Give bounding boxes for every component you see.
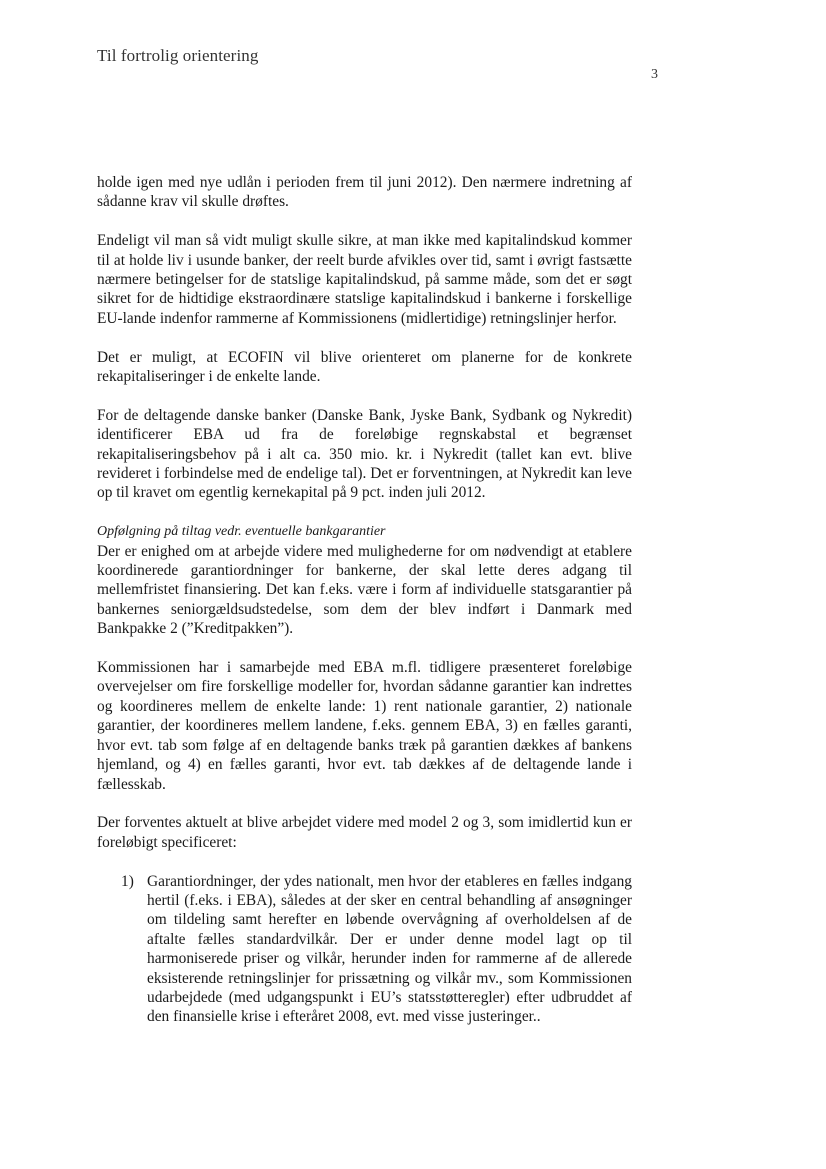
page-number: 3 [651,67,658,82]
list-item [121,872,632,1027]
paragraph: Endeligt vil man så vidt muligt skulle sikre, at man ikke med kapitalindskud kommer til at holde liv i usunde banker, der reelt burde afvikles over tid, samt i øvrigt fastsætte nærmere betingelser for de statslige kapitalindskud, på samme måde, som det er søgt sikret for de hidtidige ekstraordinære statslige kapitalindskud i bankerne i forskellige EU-lande indenfor rammerne af Kommissionens (midlertidige) retningslinjer herfor. [97,232,632,327]
paragraph: Der forventes aktuelt at blive arbejdet videre med model 2 og 3, som imidlertid kun er foreløbigt specificeret: [97,814,632,851]
paragraph: Kommissionen har i samarbejde med EBA m.fl. tidligere præsenteret foreløbige overvejelser om fire forskellige modeller for, hvordan sådanne garantier kan indrettes og koordineres mellem de enkelte lande: 1) rent nationale garantier, 2) nationale garantier, der koordineres mellem landene, f.eks. gennem EBA, 3) en fælles garanti, hvor evt. tab som følge af en deltagende banks træk på garantien dækkes af bankens hjemland, og 4) en fælles garanti, hvor evt. tab dækkes af de deltagende lande i fællesskab. [97,659,632,793]
list-item-text: Garantiordninger, der ydes nationalt, men hvor der etableres en fælles indgang hertil (f.eks. i EBA), således at der sker en central behandling af ansøgninger om tildeling samt herefter en løbende overvågning af overholdelsen af de aftalte fælles standardvilkår. Der er under denne model lagt op til harmoniserede priser og vilkår, herunder inden for rammerne af de allerede eksisterende retningslinjer for prissætning og vilkår mv., som Kommissionen udarbejdede (med udgangspunkt i EU’s statsstøtteregler) efter udbruddet af den finansielle krise i efteråret 2008, evt. med visse justeringer.. [147,872,632,1026]
list-item-number: 1) [121,872,134,890]
numbered-list [97,872,632,1027]
section-subheading: Opfølgning på tiltag vedr. eventuelle bankgarantier [97,524,386,540]
paragraph: holde igen med nye udlån i perioden frem til juni 2012). Den nærmere indretning af sådanne krav vil skulle drøftes. [97,174,632,211]
header-title: Til fortrolig orientering [97,46,259,65]
paragraph: For de deltagende danske banker (Danske Bank, Jyske Bank, Sydbank og Nykredit) identificerer EBA ud fra de foreløbige regnskabstal et begrænset rekapitaliseringsbehov på i alt ca. 350 mio. kr. i Nykredit (tallet kan evt. blive revideret i forbindelse med de endelige tal). Det er forventningen, at Nykredit kan leve op til kravet om egentlig kernekapital på 9 pct. inden juli 2012. [97,406,632,502]
document-body [97,173,632,1027]
paragraph: Der er enighed om at arbejde videre med mulighederne for om nødvendigt at etablere koordinerede garantiordninger for bankerne, der skal lette deres adgang til mellemfristet finansiering. Det kan f.eks. være i form af individuelle statsgarantier på bankernes seniorgældsudstedelse, som dem der blev indført i Danmark med Bankpakke 2 (”Kreditpakken”). [97,542,632,638]
paragraph: Det er muligt, at ECOFIN vil blive orienteret om planerne for de konkrete rekapitaliseringer i de enkelte lande. [97,348,632,386]
